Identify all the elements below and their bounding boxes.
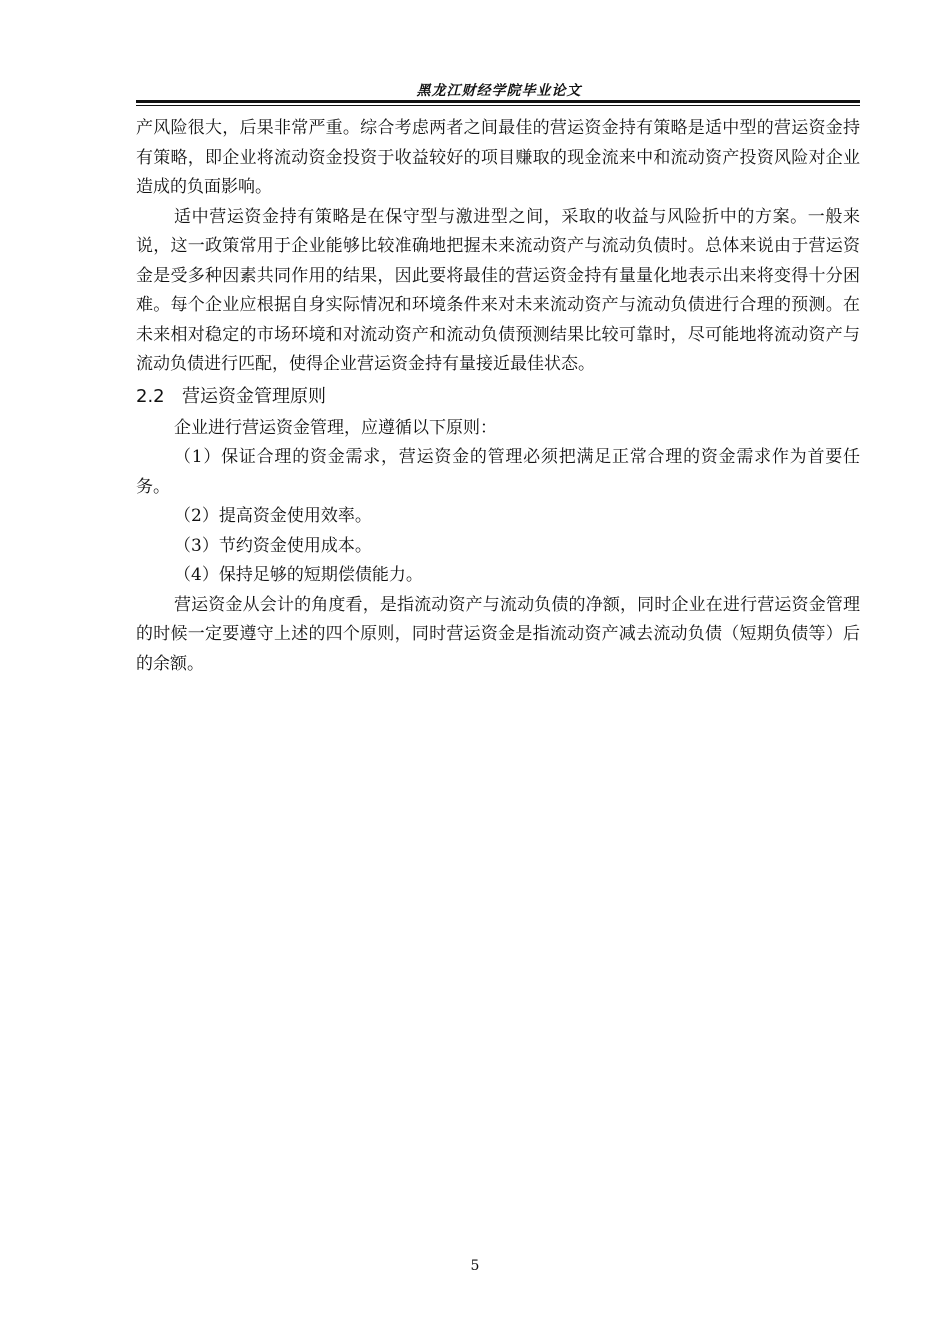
principle-3: （3）节约资金使用成本。	[174, 535, 372, 556]
principle-1: （1）保证合理的资金需求，营运资金的管理必须把满足正常合理的资金需求作为首要任务。	[136, 447, 860, 497]
paragraph-1: 产风险很大，后果非常严重。综合考虑两者之间最佳的营运资金持有策略是适中型的营运资金持有策略，即企业将流动资金投资于收益较好的项目赚取的现金流来中和流动资产投资风险对企业造成的负面影响。	[136, 118, 860, 197]
paragraph-2: 适中营运资金持有策略是在保守型与激进型之间，采取的收益与风险折中的方案。一般来说，这一政策常用于企业能够比较准确地把握未来流动资产与流动负债时。总体来说由于营运资金是受多种因素共同作用的结果，因此要将最佳的营运资金持有量量化地表示出来将变得十分困难。每个企业应根据自身实际情况和环境条件来对未来流动资产与流动负债进行合理的预测。在未来相对稳定的市场环境和对流动资产和流动负债预测结果比较可靠时，尽可能地将流动资产与流动负债进行匹配，使得企业营运资金持有量接近最佳状态。	[136, 206, 860, 374]
paragraph-8: 营运资金从会计的角度看，是指流动资产与流动负债的净额，同时企业在进行营运资金管理的时候一定要遵守上述的四个原则，同时营运资金是指流动资产减去流动负债（短期负债等）后的余额。	[136, 594, 860, 674]
section-number: 2.2	[136, 385, 165, 407]
principle-4: （4）保持足够的短期偿债能力。	[174, 565, 423, 585]
section-title: 营运资金管理原则	[182, 385, 326, 407]
paragraph-3: 企业进行营运资金管理，应遵循以下原则：	[174, 417, 497, 438]
running-header: 黑龙江财经学院毕业论文	[416, 83, 582, 99]
header-rule-thin	[136, 105, 860, 106]
principle-2: （2）提高资金使用效率。	[174, 506, 372, 526]
body-text	[136, 114, 860, 679]
page-number: 5	[470, 1258, 480, 1274]
section-heading	[136, 382, 860, 412]
header-rule-thick	[136, 100, 860, 103]
